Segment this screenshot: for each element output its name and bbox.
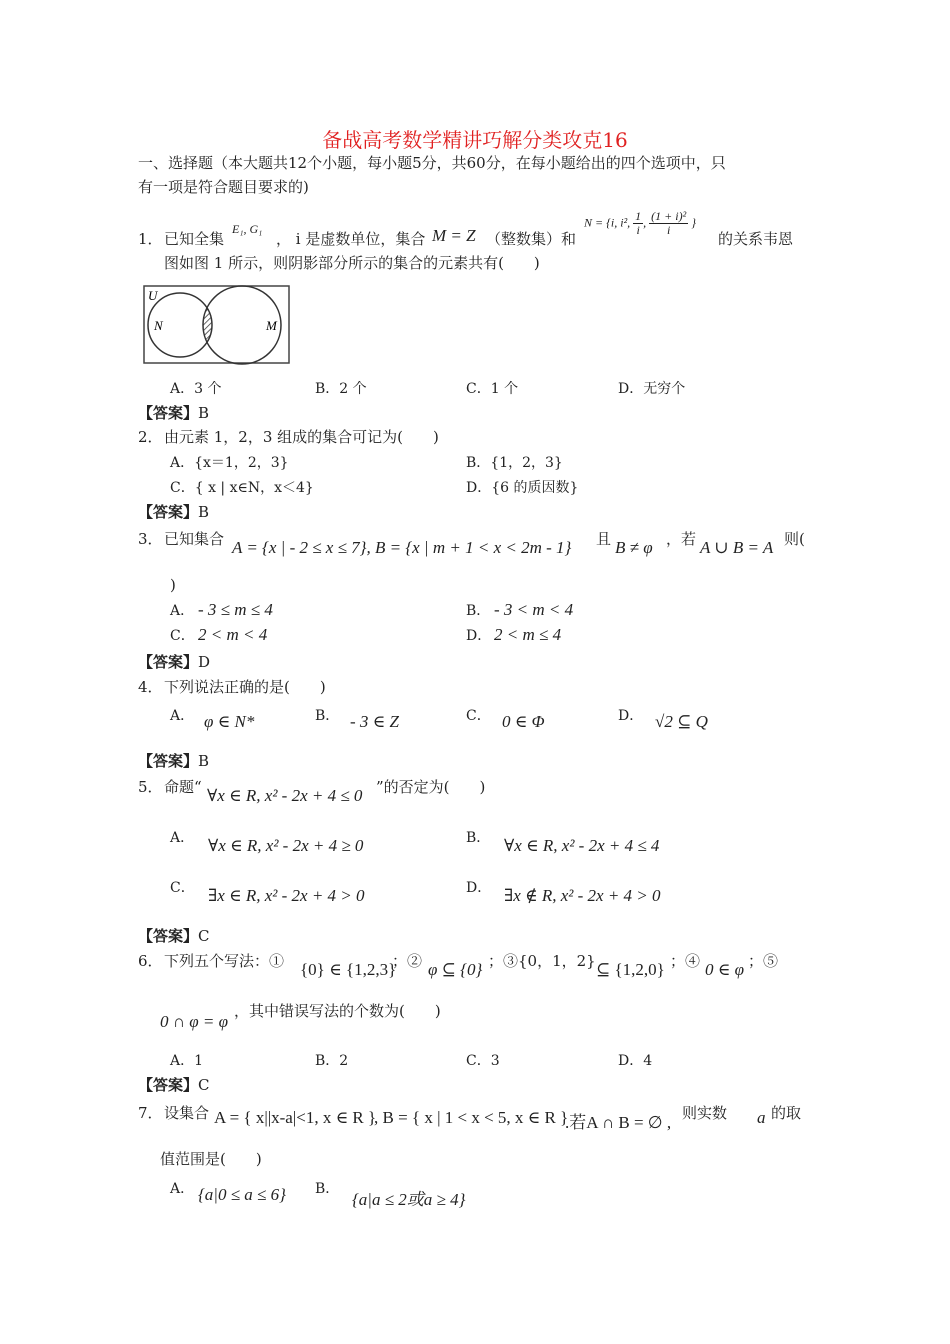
answer-line — [138, 651, 210, 672]
option-d: D． — [466, 628, 492, 644]
option-d-math: ∃x ∉ R, x² - 2x + 4 > 0 — [504, 886, 661, 905]
question-text: ，若 — [666, 530, 697, 548]
answer-line — [138, 501, 209, 522]
answer-line — [138, 1074, 210, 1095]
question-text: ；⑤ — [748, 952, 779, 970]
fraction-numerator: 1 — [635, 209, 642, 223]
option-a: A．{x＝1，2，3} — [170, 455, 289, 471]
page-title: 备战高考数学精讲巧解分类攻克16 — [322, 128, 628, 152]
question-text: 下列说法正确的是( ) — [164, 678, 326, 696]
option-b: B．2 — [315, 1053, 349, 1069]
math-expression: {0} ∈ {1,2,3} — [300, 960, 397, 979]
option-a-math: - 3 ≤ m ≤ 4 — [198, 600, 273, 619]
option-c: C．1 个 — [466, 381, 519, 397]
question-text: 下列五个写法：① — [164, 952, 285, 970]
option-a: A． — [170, 603, 195, 619]
option-b-math: {a|a ≤ 2或a ≥ 4} — [352, 1190, 466, 1209]
question-text: ；③{0，1，2} — [488, 952, 596, 970]
question-number: 3． — [138, 530, 163, 548]
option-c: C． — [170, 628, 195, 644]
math-set-n: N = {i, i², $\frac{1}{i}$ , $\frac{\text{(1 + i)²}}{i}$ } — [584, 209, 697, 237]
option-d: D． — [466, 880, 492, 896]
section-instructions-line2: 有一项是符合题目要求的) — [138, 178, 309, 196]
question-text: 命题“ — [164, 778, 202, 796]
question-text: （整数集）和 — [486, 230, 577, 248]
venn-label-m: M — [266, 318, 277, 333]
question-text: 图如图 1 所示，则阴影部分所示的集合的元素共有( ) — [164, 254, 540, 272]
venn-diagram-figure — [142, 284, 292, 366]
question-text: 值范围是( ) — [160, 1150, 262, 1168]
option-d: D．4 — [618, 1053, 653, 1069]
option-c: C．3 — [466, 1053, 500, 1069]
math-expression: .若A ∩ B = ∅ , — [565, 1113, 672, 1132]
math-expression: ∀x ∈ R, x² - 2x + 4 ≤ 0 — [207, 786, 363, 805]
question-text: ，其中错误写法的个数为( ) — [234, 1002, 441, 1020]
answer-label: 【答案】 — [138, 503, 199, 521]
section-instructions-line1: 一、选择题（本大题共12个小题，每小题5分，共60分，在每小题给出的四个选项中，只 — [138, 154, 726, 172]
option-a-math: φ ∈ N* — [204, 712, 255, 731]
math-variable: a — [757, 1108, 766, 1127]
answer-label: 【答案】 — [138, 752, 199, 770]
option-a-math: {a|0 ≤ a ≤ 6} — [198, 1185, 286, 1204]
option-a: A．1 — [170, 1053, 204, 1069]
answer-line — [138, 925, 210, 946]
math-expression: E₁, G₁ — [232, 222, 263, 236]
answer-label: 【答案】 — [138, 1076, 199, 1094]
answer-label: 【答案】 — [138, 653, 199, 671]
answer-value: B — [198, 503, 210, 521]
option-a: A． — [170, 830, 195, 846]
option-d-math: √2 ⊆ Q — [655, 712, 708, 731]
question-number: 7． — [138, 1104, 163, 1122]
question-number: 5． — [138, 778, 163, 796]
math-expression: M = Z — [432, 226, 476, 245]
option-b: B．2 个 — [315, 381, 367, 397]
answer-value: D — [198, 653, 211, 671]
option-a: A． — [170, 708, 195, 724]
question-text: 的关系韦恩 — [718, 230, 794, 248]
question-text: ；④ — [670, 952, 701, 970]
question-text: 已知集合 — [164, 530, 225, 548]
fraction-denominator: i — [667, 223, 671, 237]
math-expression: , B = { x | 1 < x < 5, x ∈ R } — [374, 1108, 569, 1127]
option-b: B． — [466, 830, 491, 846]
option-d: D．无穷个 — [618, 381, 686, 397]
question-text: 已知全集 — [164, 230, 225, 248]
math-expression: A = { x||x-a|<1, x ∈ R } — [214, 1108, 377, 1127]
question-text: 由元素 1，2，3 组成的集合可记为( ) — [164, 428, 439, 446]
fraction-numerator: (1 + i)² — [651, 209, 687, 223]
math-expression: ⊆ {1,2,0} — [596, 960, 665, 979]
question-text: 设集合 — [164, 1104, 210, 1122]
math-expression: A ∪ B = A — [700, 538, 774, 557]
option-b-math: ∀x ∈ R, x² - 2x + 4 ≤ 4 — [504, 836, 660, 855]
answer-value: C — [198, 927, 210, 945]
option-c: C． — [170, 880, 195, 896]
question-text: ， i 是虚数单位，集合 — [276, 230, 426, 248]
question-text: 的取 — [771, 1104, 802, 1122]
option-d: D．{6 的质因数} — [466, 480, 579, 496]
option-a: A． — [170, 1181, 195, 1197]
question-number: 2． — [138, 428, 163, 446]
math-expression: A = {x | - 2 ≤ x ≤ 7}, B = {x | m + 1 < x < 2m - 1} — [232, 538, 572, 557]
answer-line — [138, 402, 209, 423]
question-text: ) — [170, 576, 176, 594]
option-a: A．3 个 — [170, 381, 222, 397]
math-expression: 0 ∩ φ = φ — [160, 1012, 229, 1031]
option-c-math: ∃x ∈ R, x² - 2x + 4 > 0 — [208, 886, 365, 905]
venn-label-u: U — [148, 288, 158, 303]
question-text: 则实数 — [682, 1104, 728, 1122]
option-c-math: 2 < m < 4 — [198, 625, 268, 644]
math-expression: } — [691, 215, 697, 230]
answer-label: 【答案】 — [138, 927, 199, 945]
question-text: ；② — [392, 952, 423, 970]
option-b: B． — [466, 603, 491, 619]
question-text: 则( — [784, 530, 805, 548]
answer-value: B — [198, 752, 210, 770]
option-b-math: - 3 ∈ Z — [350, 712, 399, 731]
option-d-math: 2 < m ≤ 4 — [494, 625, 562, 644]
question-number: 4． — [138, 678, 163, 696]
answer-value: B — [198, 404, 210, 422]
answer-line — [138, 750, 209, 771]
question-number: 1． — [138, 230, 163, 248]
option-c: C．{ x | x∈N，x＜4} — [170, 480, 314, 496]
venn-label-n: N — [154, 318, 163, 333]
answer-value: C — [198, 1076, 210, 1094]
math-expression: N = {i, i², — [584, 215, 634, 230]
option-d: D． — [618, 708, 644, 724]
question-number: 6． — [138, 952, 163, 970]
option-a-math: ∀x ∈ R, x² - 2x + 4 ≥ 0 — [208, 836, 364, 855]
fraction-denominator: i — [636, 223, 640, 237]
math-expression: B ≠ φ — [615, 538, 653, 557]
question-text: ”的否定为( ) — [376, 778, 486, 796]
answer-label: 【答案】 — [138, 404, 199, 422]
option-b: B．{1，2，3} — [466, 455, 563, 471]
option-b: B． — [315, 708, 340, 724]
question-text: 且 — [596, 530, 612, 548]
math-expression: φ ⊆ {0} — [428, 960, 483, 979]
math-expression: 0 ∈ φ — [705, 960, 744, 979]
option-b: B． — [315, 1181, 340, 1197]
option-c: C． — [466, 708, 491, 724]
option-b-math: - 3 < m < 4 — [494, 600, 574, 619]
option-c-math: 0 ∈ Φ — [502, 712, 545, 731]
